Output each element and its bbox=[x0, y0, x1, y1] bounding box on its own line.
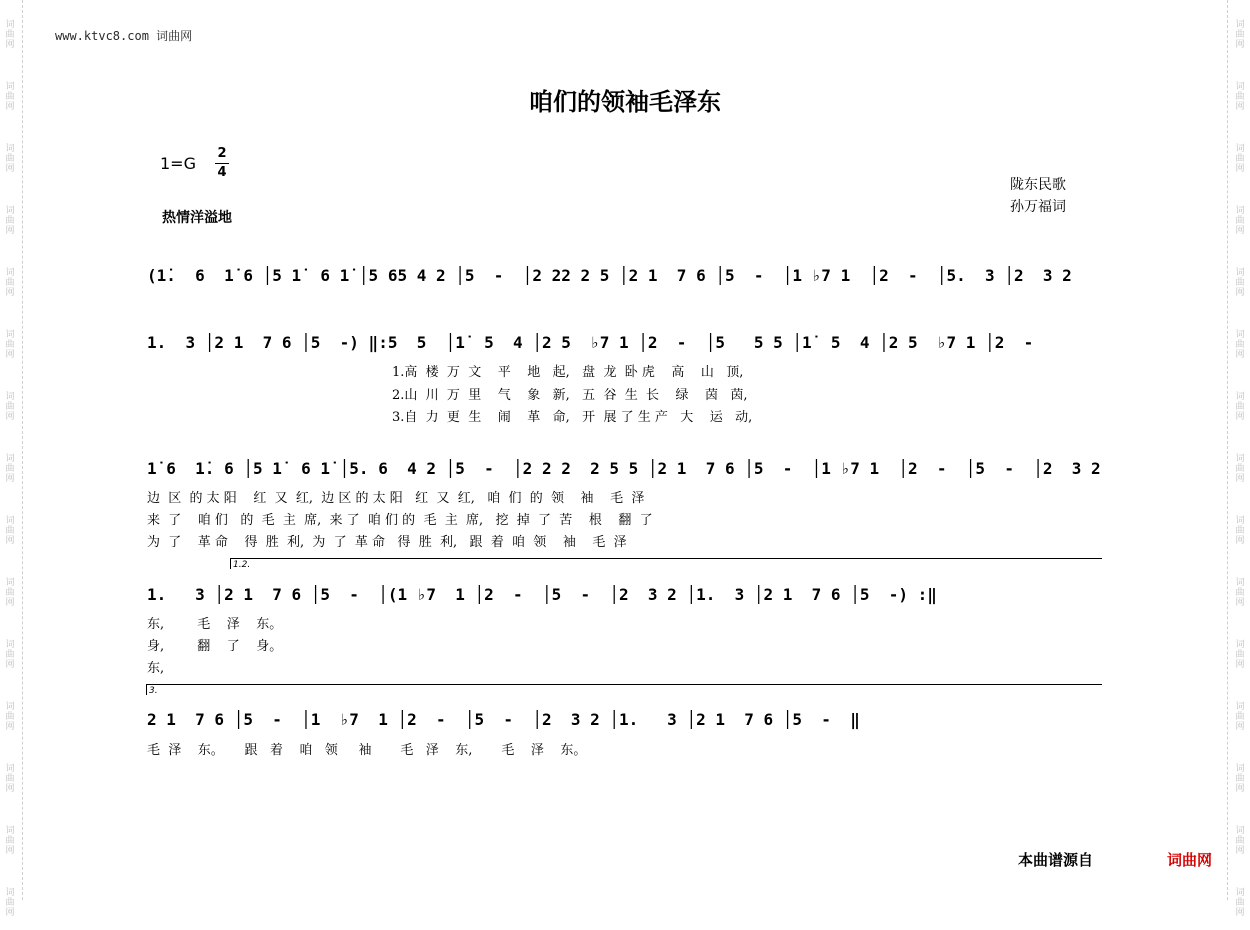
time-signature-top: 2 bbox=[217, 146, 227, 161]
watermark-group bbox=[3, 558, 17, 608]
watermark-char: 网 bbox=[5, 102, 15, 112]
watermark-char: 网 bbox=[1235, 40, 1245, 50]
footer-source-text: 本曲谱源自 bbox=[1018, 851, 1094, 869]
watermark-char: 网 bbox=[5, 722, 15, 732]
watermark-group bbox=[3, 0, 17, 50]
left-watermark-column bbox=[3, 0, 17, 930]
footer-brand-link[interactable]: 词曲网 bbox=[1167, 851, 1213, 869]
watermark-char: 网 bbox=[5, 164, 15, 174]
watermark-group bbox=[3, 682, 17, 732]
watermark-char: 词 bbox=[1235, 392, 1245, 402]
key-signature: 1=G bbox=[160, 154, 196, 173]
score-line-4: 1. 3 │2 1 7 6 │5 - │(1 ♭7 1 │2 - │5 - │2 3 2 │1. 3 │2 1 7 6 │5 -) :‖ bbox=[147, 585, 937, 604]
watermark-char: 曲 bbox=[1235, 92, 1245, 102]
watermark-char: 曲 bbox=[1235, 526, 1245, 536]
watermark-char: 词 bbox=[5, 392, 15, 402]
watermark-char: 网 bbox=[1235, 660, 1245, 670]
watermark-char: 曲 bbox=[1235, 154, 1245, 164]
watermark-group bbox=[3, 434, 17, 484]
watermark-char: 曲 bbox=[1235, 402, 1245, 412]
right-watermark-column bbox=[1233, 0, 1247, 930]
score-line-5: 2 1 7 6 │5 - │1 ♭7 1 │2 - │5 - │2 3 2 │1. 3 │2 1 7 6 │5 - ‖ bbox=[147, 710, 860, 729]
watermark-group bbox=[3, 744, 17, 794]
watermark-char: 词 bbox=[1235, 82, 1245, 92]
watermark-char: 曲 bbox=[5, 774, 15, 784]
watermark-char: 曲 bbox=[5, 898, 15, 908]
watermark-group bbox=[3, 310, 17, 360]
watermark-char: 网 bbox=[5, 474, 15, 484]
lyrics-line-3-verse-1: 边 区 的 太 阳 红 又 红, 边 区 的 太 阳 红 又 红, 咱 们 的 领 袖 毛 泽 bbox=[147, 491, 645, 506]
watermark-char: 词 bbox=[1235, 330, 1245, 340]
watermark-char: 词 bbox=[5, 888, 15, 898]
site-url[interactable]: www.ktvc8.com bbox=[55, 29, 149, 43]
lyrics-line-5: 毛 泽 东。 跟 着 咱 领 袖 毛 泽 东, 毛 泽 东。 bbox=[147, 743, 587, 758]
watermark-char: 网 bbox=[1235, 474, 1245, 484]
watermark-char: 词 bbox=[5, 702, 15, 712]
watermark-char: 网 bbox=[1235, 412, 1245, 422]
watermark-group bbox=[1233, 372, 1247, 422]
watermark-char: 词 bbox=[1235, 206, 1245, 216]
watermark-group bbox=[1233, 310, 1247, 360]
watermark-char: 网 bbox=[5, 846, 15, 856]
watermark-char: 曲 bbox=[5, 402, 15, 412]
watermark-group bbox=[1233, 248, 1247, 298]
lyrics-line-4-verse-3: 东, bbox=[147, 661, 165, 676]
watermark-group bbox=[3, 124, 17, 174]
watermark-char: 曲 bbox=[1235, 836, 1245, 846]
watermark-char: 词 bbox=[5, 20, 15, 30]
lyrics-line-4-verse-2: 身, 翻 了 身。 bbox=[147, 639, 283, 654]
watermark-char: 曲 bbox=[5, 712, 15, 722]
lyrics-line-3-verse-3: 为 了 革 命 得 胜 利, 为 了 革 命 得 胜 利, 跟 着 咱 领 袖 毛 泽 bbox=[147, 535, 627, 550]
watermark-char: 网 bbox=[5, 288, 15, 298]
watermark-group bbox=[1233, 0, 1247, 50]
watermark-char: 网 bbox=[1235, 846, 1245, 856]
watermark-group bbox=[3, 372, 17, 422]
score-line-2: 1. 3 │2 1 7 6 │5 -) ‖:5 5 │1̇ 5 4 │2 5 ♭7 1 │2 - │5 5 5 │1̇ 5 4 │2 5 ♭7 1 │2 - bbox=[147, 333, 1034, 352]
watermark-char: 曲 bbox=[1235, 464, 1245, 474]
watermark-char: 网 bbox=[1235, 598, 1245, 608]
volta-label-1-2: 1.2. bbox=[233, 560, 251, 570]
watermark-char: 曲 bbox=[5, 464, 15, 474]
watermark-char: 词 bbox=[5, 268, 15, 278]
watermark-group bbox=[1233, 806, 1247, 856]
watermark-char: 网 bbox=[5, 536, 15, 546]
watermark-group bbox=[3, 186, 17, 236]
watermark-group bbox=[3, 620, 17, 670]
watermark-char: 词 bbox=[5, 516, 15, 526]
watermark-char: 网 bbox=[5, 412, 15, 422]
time-signature-bottom: 4 bbox=[217, 165, 227, 180]
watermark-char: 曲 bbox=[5, 836, 15, 846]
site-name[interactable]: 词曲网 bbox=[156, 29, 193, 43]
watermark-char: 词 bbox=[5, 826, 15, 836]
lyrics-line-3-verse-2: 来 了 咱 们 的 毛 主 席, 来 了 咱 们 的 毛 主 席, 挖 掉 了 苦 根 翻 了 bbox=[147, 513, 653, 528]
watermark-group bbox=[1233, 496, 1247, 546]
volta-bracket-1-2 bbox=[230, 558, 1102, 559]
watermark-group bbox=[3, 868, 17, 918]
watermark-group bbox=[3, 496, 17, 546]
watermark-char: 曲 bbox=[5, 154, 15, 164]
watermark-char: 网 bbox=[5, 908, 15, 918]
lyrics-line-2-verse-2: 2.山 川 万 里 气 象 新, 五 谷 生 长 绿 茵 茵, bbox=[392, 388, 748, 403]
watermark-char: 词 bbox=[1235, 826, 1245, 836]
watermark-char: 网 bbox=[1235, 722, 1245, 732]
watermark-group bbox=[3, 806, 17, 856]
watermark-char: 曲 bbox=[5, 30, 15, 40]
watermark-char: 词 bbox=[1235, 144, 1245, 154]
watermark-char: 词 bbox=[5, 82, 15, 92]
watermark-char: 网 bbox=[1235, 350, 1245, 360]
volta-label-3: 3. bbox=[149, 686, 158, 696]
watermark-char: 曲 bbox=[1235, 30, 1245, 40]
watermark-char: 曲 bbox=[5, 650, 15, 660]
watermark-char: 网 bbox=[5, 40, 15, 50]
watermark-char: 曲 bbox=[1235, 712, 1245, 722]
watermark-char: 曲 bbox=[1235, 216, 1245, 226]
watermark-char: 词 bbox=[1235, 454, 1245, 464]
watermark-group bbox=[1233, 124, 1247, 174]
watermark-group bbox=[1233, 558, 1247, 608]
lyrics-line-2-verse-1: 1.高 楼 万 文 平 地 起, 盘 龙 卧 虎 高 山 顶, bbox=[392, 365, 744, 380]
watermark-char: 曲 bbox=[1235, 898, 1245, 908]
lyrics-line-2-verse-3: 3.自 力 更 生 闹 革 命, 开 展 了 生 产 大 运 动, bbox=[392, 410, 753, 425]
watermark-char: 词 bbox=[1235, 888, 1245, 898]
watermark-char: 词 bbox=[1235, 578, 1245, 588]
watermark-char: 曲 bbox=[1235, 278, 1245, 288]
watermark-char: 网 bbox=[1235, 784, 1245, 794]
score-line-3: 1̇ 6 1̇. 6 │5 1̇ 6 1̇ │5. 6 4 2 │5 - │2 2 2 2 5 5 │2 1 7 6 │5 - │1 ♭7 1 │2 - │5 - │2 3 2 bbox=[147, 459, 1101, 478]
watermark-char: 曲 bbox=[5, 526, 15, 536]
volta-bracket-3 bbox=[146, 684, 1102, 685]
watermark-char: 曲 bbox=[1235, 588, 1245, 598]
watermark-char: 词 bbox=[1235, 516, 1245, 526]
watermark-char: 词 bbox=[5, 144, 15, 154]
watermark-char: 词 bbox=[5, 640, 15, 650]
tempo-marking: 热情洋溢地 bbox=[162, 210, 232, 226]
watermark-char: 网 bbox=[1235, 536, 1245, 546]
watermark-group bbox=[1233, 186, 1247, 236]
watermark-group bbox=[1233, 868, 1247, 918]
watermark-char: 词 bbox=[1235, 764, 1245, 774]
watermark-char: 网 bbox=[1235, 908, 1245, 918]
watermark-char: 网 bbox=[1235, 288, 1245, 298]
watermark-char: 曲 bbox=[5, 340, 15, 350]
right-dashed-border bbox=[1227, 0, 1228, 900]
watermark-char: 网 bbox=[5, 350, 15, 360]
watermark-char: 网 bbox=[1235, 226, 1245, 236]
left-dashed-border bbox=[22, 0, 23, 900]
watermark-group bbox=[1233, 620, 1247, 670]
watermark-group bbox=[3, 248, 17, 298]
lyrics-line-4-verse-1: 东, 毛 泽 东。 bbox=[147, 617, 283, 632]
watermark-char: 曲 bbox=[1235, 774, 1245, 784]
watermark-group bbox=[1233, 682, 1247, 732]
watermark-char: 曲 bbox=[5, 92, 15, 102]
watermark-char: 曲 bbox=[5, 278, 15, 288]
song-title: 咱们的领袖毛泽东 bbox=[529, 88, 721, 116]
score-line-1: (1̇. 6 1̇ 6 │5 1̇ 6 1̇ │5 65 4 2 │5 - │2 22 2 5 │2 1 7 6 │5 - │1 ♭7 1 │2 - │5. 3 │2 3 2 bbox=[147, 266, 1072, 285]
watermark-group bbox=[1233, 434, 1247, 484]
watermark-char: 词 bbox=[5, 578, 15, 588]
watermark-char: 曲 bbox=[5, 588, 15, 598]
watermark-char: 词 bbox=[1235, 640, 1245, 650]
site-url-link[interactable] bbox=[55, 27, 192, 44]
watermark-char: 曲 bbox=[5, 216, 15, 226]
watermark-char: 词 bbox=[1235, 268, 1245, 278]
watermark-char: 词 bbox=[1235, 702, 1245, 712]
watermark-char: 网 bbox=[1235, 164, 1245, 174]
watermark-char: 网 bbox=[1235, 102, 1245, 112]
watermark-char: 词 bbox=[5, 206, 15, 216]
watermark-group bbox=[1233, 744, 1247, 794]
time-signature bbox=[215, 146, 229, 181]
watermark-char: 曲 bbox=[1235, 340, 1245, 350]
watermark-char: 网 bbox=[5, 660, 15, 670]
watermark-char: 网 bbox=[5, 784, 15, 794]
song-origin: 陇东民歌 bbox=[1010, 177, 1066, 193]
watermark-char: 曲 bbox=[1235, 650, 1245, 660]
lyricist-credit: 孙万福词 bbox=[1010, 199, 1066, 215]
watermark-char: 词 bbox=[5, 330, 15, 340]
watermark-char: 网 bbox=[5, 598, 15, 608]
watermark-char: 网 bbox=[5, 226, 15, 236]
watermark-char: 词 bbox=[5, 764, 15, 774]
watermark-char: 词 bbox=[5, 454, 15, 464]
watermark-char: 词 bbox=[1235, 20, 1245, 30]
